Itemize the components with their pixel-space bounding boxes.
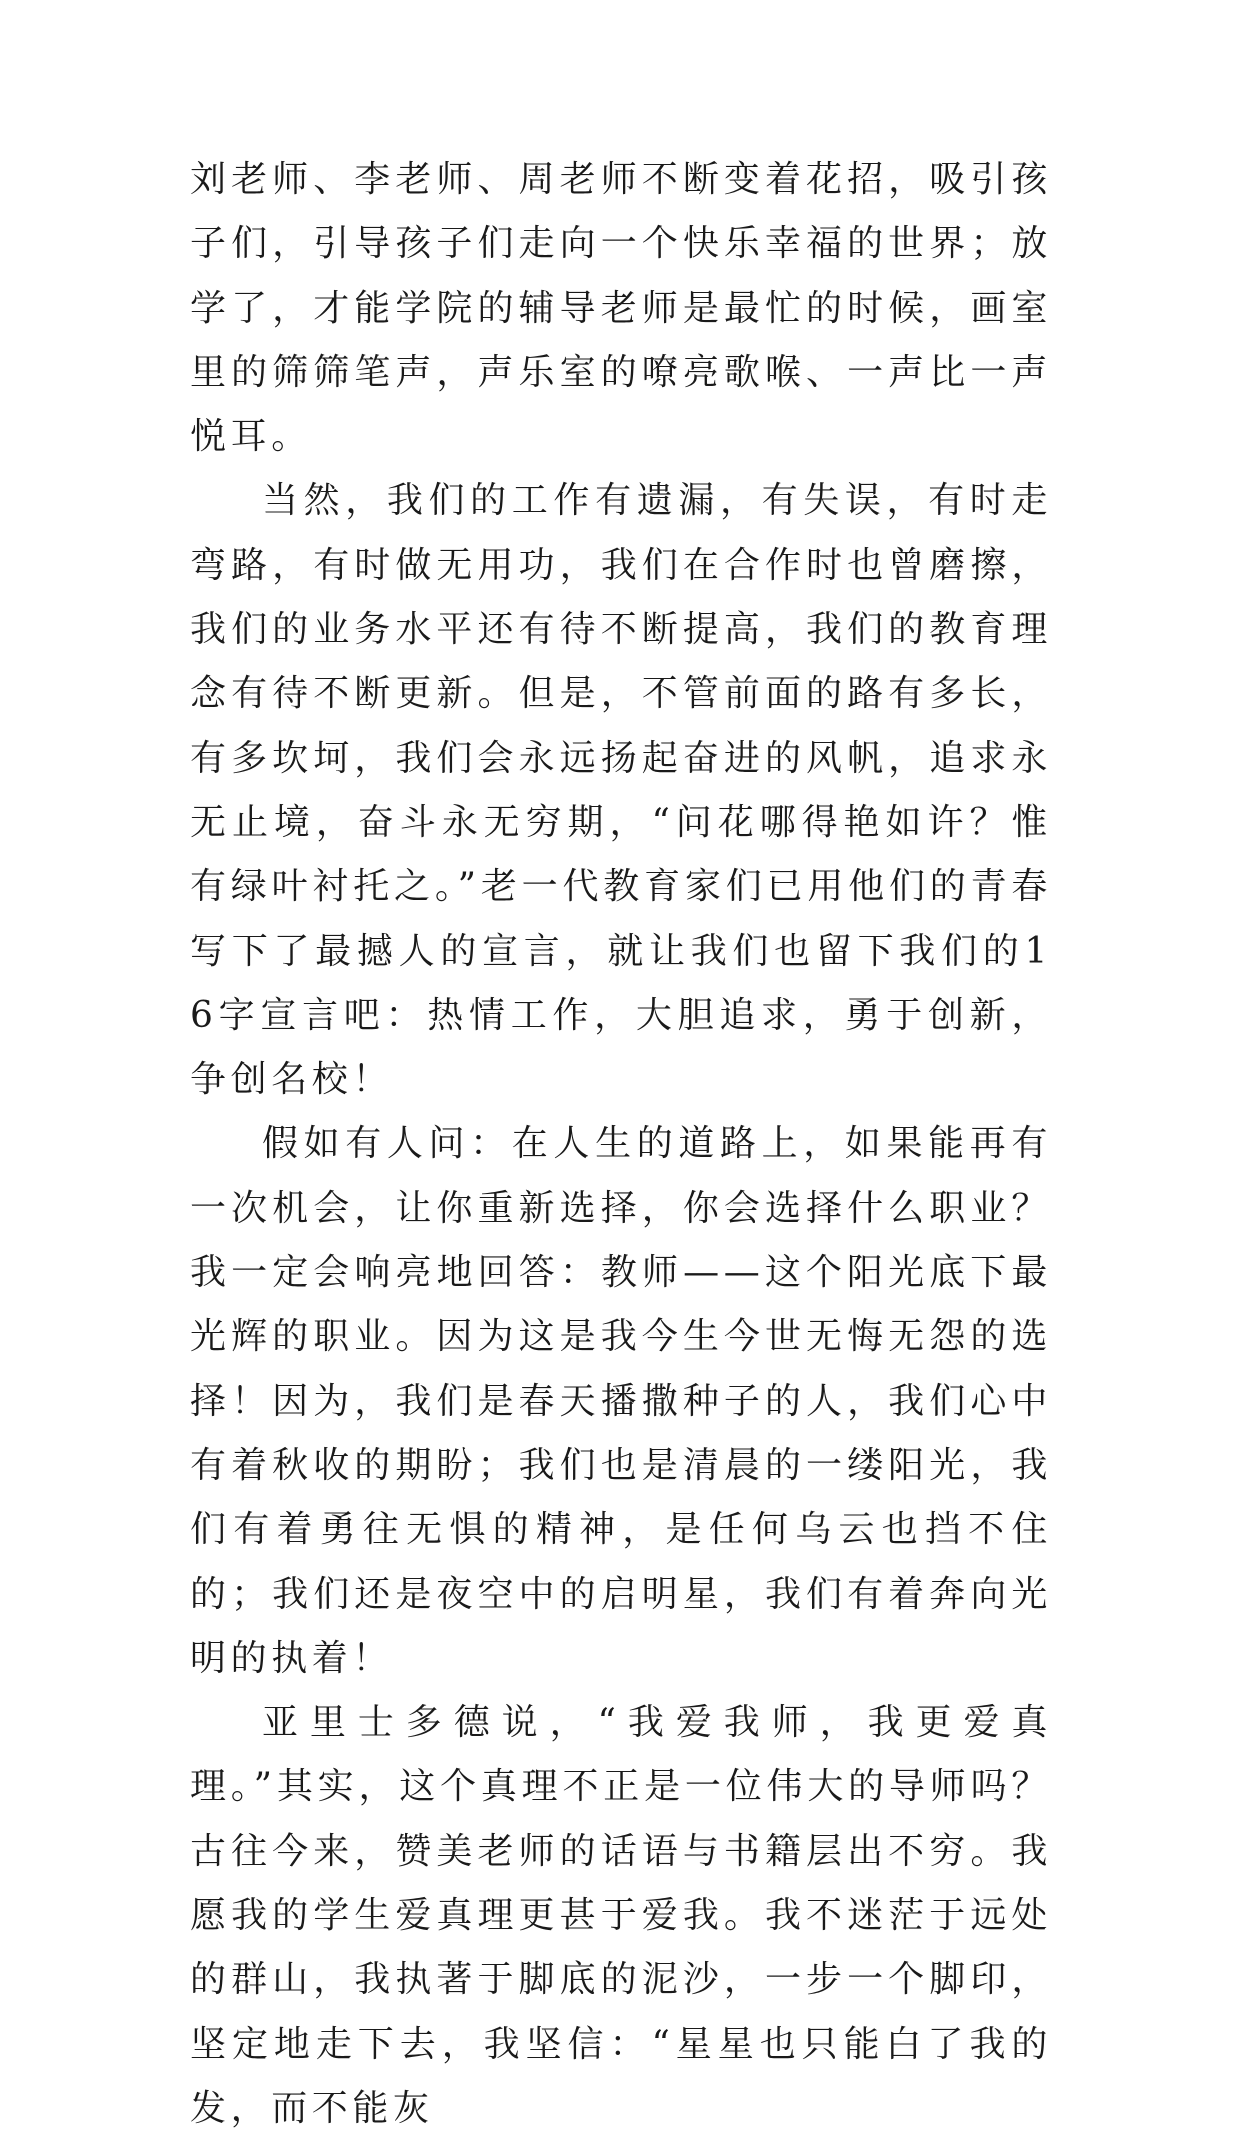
paragraph-4: 亚里士多德说，“我爱我师，我更爱真理。”其实，这个真理不正是一位伟大的导师吗？古往今来，赞美老师的话语与书籍层出不穷。我愿我的学生爱真理更甚于爱我。我不迷茫于远处的群山，我执著于脚底的泥沙，一步一个脚印，坚定地走下去，我坚信：“星星也只能白了我的发，而不能灰 xyxy=(190,1702,1052,2129)
paragraph-2: 当然，我们的工作有遗漏，有失误，有时走弯路，有时做无用功，我们在合作时也曾磨擦，我们的业务水平还有待不断提高，我们的教育理念有待不断更新。但是，不管前面的路有多长，有多坎坷，我们会永远扬起奋进的风帆，追求永无止境，奋斗永无穷期，“问花哪得艳如许？惟有绿叶衬托之。”老一代教育家们已用他们的青春写下了最撼人的宣言，就让我们也留下我们的16字宣言吧：热情工作，大胆追求，勇于创新，争创名校！ xyxy=(190,480,1052,1101)
body-text xyxy=(190,148,1052,2141)
paragraph-1: 刘老师、李老师、周老师不断变着花招，吸引孩子们，引导孩子们走向一个快乐幸福的世界；放学了，才能学院的辅导老师是最忙的时候，画室里的筛筛笔声，声乐室的嘹亮歌喉、一声比一声悦耳。 xyxy=(190,159,1052,458)
paragraph-3: 假如有人问：在人生的道路上，如果能再有一次机会，让你重新选择，你会选择什么职业？我一定会响亮地回答：教师——这个阳光底下最光辉的职业。因为这是我今生今世无悔无怨的选择！因为，我们是春天播撒种子的人，我们心中有着秋收的期盼；我们也是清晨的一缕阳光，我们有着勇往无惧的精神，是任何乌云也挡不住的；我们还是夜空中的启明星，我们有着奔向光明的执着！ xyxy=(190,1123,1052,1679)
